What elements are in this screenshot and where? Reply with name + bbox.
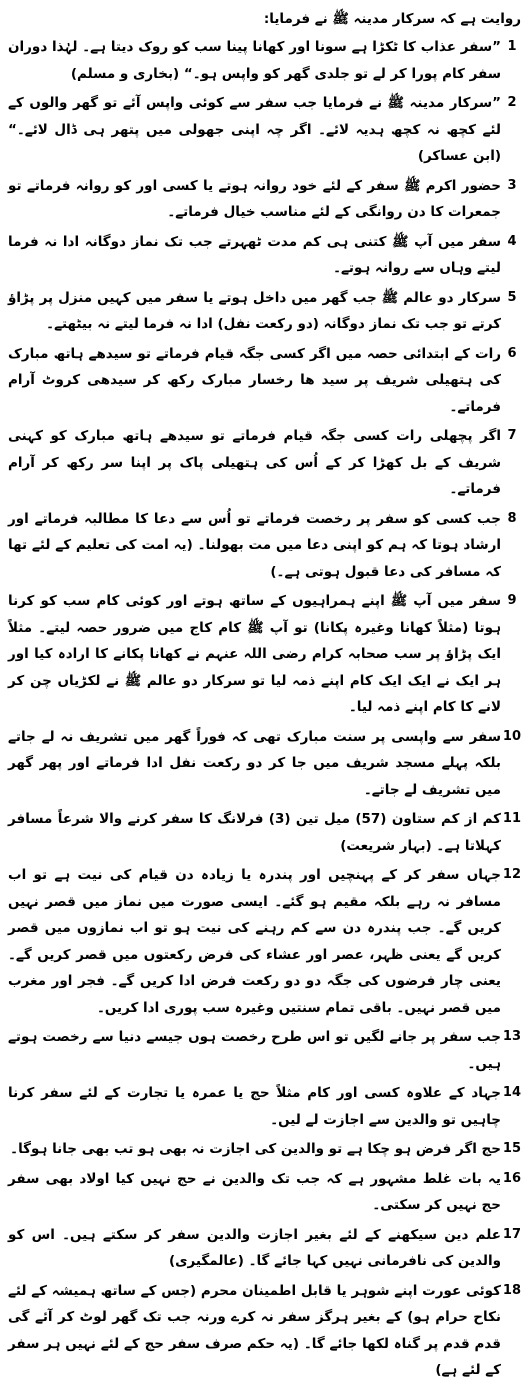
list-item bbox=[8, 1166, 521, 1219]
item-number: 6 bbox=[507, 345, 517, 361]
item-number: 11 bbox=[502, 811, 521, 826]
item-text: کوئی عورت اپنے شوہر یا قابل اطمینان محرم (جس کے ساتھ ہمیشہ کے لئے نکاح حرام ہو) کے بغیر ہرگز سفر نہ کرے ورنہ جب تک گھر لوٹ کر آئے گی قدم قدم پر گناہ لکھا جائے گا۔ (یہ حکم صرف سفر حج کے لئے نہیں ہر سفر کے لئے ہے) bbox=[8, 1282, 501, 1378]
list-item bbox=[8, 229, 521, 282]
list-item bbox=[8, 806, 521, 859]
item-number: 17 bbox=[502, 1226, 521, 1242]
list-item bbox=[8, 724, 521, 804]
item-text: ”سفر عذاب کا ٹکڑا ہے سونا اور کھانا پینا سب کو روک دیتا ہے۔ لہٰذا دوران سفر کام پورا کر لے تو جلدی گھر کو واپس ہو۔“ (بخاری و مسلم) bbox=[8, 39, 501, 82]
item-text: حج اگر فرض ہو چکا ہے تو والدین کی اجازت نہ بھی ہو تب بھی جانا ہوگا۔ bbox=[10, 1141, 501, 1157]
item-text: رات کے ابتدائی حصہ میں اگر کسی جگہ قیام فرماتے تو سیدھے ہاتھ مبارک کی ہتھیلی شریف پر سید ھا رخسار مبارک رکھ کر سیدھی کروٹ آرام فرماتے۔ bbox=[8, 345, 501, 415]
item-number: 18 bbox=[502, 1282, 521, 1298]
item-text: سفر میں آپ ﷺ اپنے ہمراہیوں کے ساتھ ہوتے اور کوئی کام سب کو کرنا ہوتا (مثلاً کھانا وغیرہ پکانا) تو آپ ﷺ کام کاج میں ضرور حصہ لیتے۔ مثلاً ایک پڑاؤ پر سب صحابہ کرام رضی اللہ عنہم نے کھانا پکانے کا ارادہ کیا اور ہر ایک نے ایک ایک کام اپنے ذمہ لیا تو سرکار دو عالم ﷺ نے لکڑیاں چن کر لانے کا کام اپنے ذمہ لیا۔ bbox=[8, 593, 501, 715]
list-item bbox=[8, 90, 521, 170]
list-item bbox=[8, 862, 521, 1021]
item-number: 12 bbox=[502, 867, 521, 882]
list-item bbox=[8, 173, 521, 226]
item-number: 13 bbox=[502, 1029, 521, 1044]
list-item bbox=[8, 1080, 521, 1133]
list-item bbox=[8, 285, 521, 338]
item-text: جب کسی کو سفر پر رخصت فرماتے تو اُس سے دعا کا مطالبہ فرماتے اور ارشاد ہوتا کہ ہم کو اپنی دعا میں مت بھولنا۔ (یہ امت کی تعلیم کے لئے تھا کہ مسافر کی دعا قبول ہوتی ہے۔) bbox=[8, 510, 501, 580]
item-number: 15 bbox=[502, 1141, 521, 1156]
item-number: 16 bbox=[502, 1170, 521, 1186]
item-text: جب سفر پر جانے لگیں تو اس طرح رخصت ہوں جیسے دنیا سے رخصت ہوتے ہیں۔ bbox=[8, 1029, 501, 1072]
item-text: سرکار دو عالم ﷺ جب گھر میں داخل ہوتے یا سفر میں کہیں منزل پر پڑاؤ کرتے تو جب تک نماز دوگانہ (دو رکعت نفل) ادا نہ فرما لیتے نہ بیٹھتے۔ bbox=[8, 289, 501, 332]
item-number: 8 bbox=[507, 510, 517, 526]
item-text: سفر میں آپ ﷺ کتنی ہی کم مدت ٹھہرتے جب تک نماز دوگانہ ادا نہ فرما لیتے وہاں سے روانہ ہوتے۔ bbox=[8, 233, 501, 276]
list-item bbox=[8, 34, 521, 87]
item-text: علم دین سیکھنے کے لئے بغیر اجازت والدین سفر کر سکتے ہیں۔ اس کو والدین کی نافرمانی نہیں کہا جائے گا۔ (عالمگیری) bbox=[8, 1226, 501, 1269]
item-number: 1 bbox=[507, 39, 517, 54]
list-item bbox=[8, 1024, 521, 1077]
list-item bbox=[8, 1136, 521, 1163]
item-text: کم از کم ستاون (57) میل تین (3) فرلانگ کا سفر کرنے والا شرعاً مسافر کہلاتا ہے۔ (بہار شریعت) bbox=[8, 811, 502, 854]
item-text: ”سرکار مدینہ ﷺ نے فرمایا جب سفر سے کوئی واپس آئے تو گھر والوں کے لئے کچھ نہ کچھ ہدیہ لائے۔ اگر چہ اپنی جھولی میں پتھر ہی ڈال لائے۔“ (ابن عساکر) bbox=[8, 95, 501, 164]
item-text: حضور اکرم ﷺ سفر کے لئے خود روانہ ہوتے یا کسی اور کو روانہ فرماتے تو جمعرات کا دن روانگی کے لئے مناسب خیال فرماتے۔ bbox=[8, 177, 501, 220]
travel-rules-list bbox=[8, 34, 521, 1384]
item-number: 2 bbox=[507, 95, 517, 110]
list-item bbox=[8, 1278, 521, 1384]
item-number: 10 bbox=[502, 728, 521, 744]
item-number: 4 bbox=[507, 233, 517, 249]
item-number: 5 bbox=[507, 289, 517, 305]
item-number: 14 bbox=[502, 1085, 521, 1100]
item-text: جہاد کے علاوہ کسی اور کام مثلاً حج یا عمرہ یا تجارت کے لئے سفر کرنا چاہیں تو والدین سے اجازت لے لیں۔ bbox=[8, 1085, 501, 1128]
intro-line: روایت ہے کہ سرکار مدینہ ﷺ نے فرمایا: bbox=[263, 11, 521, 27]
item-text: جہاں سفر کر کے پہنچیں اور پندرہ یا زیادہ دن قیام کی نیت ہے تو اب مسافر نہ رہے بلکہ مقیم ہو گئے۔ ایسی صورت میں نماز میں قصر نہیں کریں گے۔ جب پندرہ دن سے کم رہنے کی نیت ہو تو اب نمازوں میں قصر کریں گے یعنی ظہر، عصر اور عشاء کی فرض رکعتوں میں قصر کریں گے۔ یعنی چار فرضوں کی جگہ دو دو رکعت فرض ادا کریں گے۔ فجر اور مغرب میں قصر نہیں۔ باقی تمام سنتیں وغیرہ سب پوری ادا کریں۔ bbox=[8, 867, 501, 1016]
list-item bbox=[8, 423, 521, 503]
item-text: اگر پچھلی رات کسی جگہ قیام فرماتے تو سیدھے ہاتھ مبارک کو کہنی شریف کے بل کھڑا کر کے اُس کی ہتھیلی پاک پر اپنا سر رکھ کر آرام فرماتے۔ bbox=[8, 428, 501, 497]
item-number: 7 bbox=[507, 428, 517, 443]
item-number: 3 bbox=[507, 177, 517, 193]
list-item bbox=[8, 588, 521, 721]
list-item bbox=[8, 341, 521, 421]
list-item bbox=[8, 506, 521, 586]
item-number: 9 bbox=[507, 593, 517, 608]
item-text: سفر سے واپسی پر سنت مبارک تھی کہ فوراً گھر میں تشریف نہ لے جاتے بلکہ پہلے مسجد شریف میں جا کر دو رکعت نفل ادا فرماتے اور پھر گھر میں تشریف لے جاتے۔ bbox=[8, 728, 501, 798]
item-text: یہ بات غلط مشہور ہے کہ جب تک والدین نے حج نہیں کیا اولاد بھی سفر حج نہیں کر سکتی۔ bbox=[8, 1170, 501, 1213]
list-item bbox=[8, 1222, 521, 1275]
